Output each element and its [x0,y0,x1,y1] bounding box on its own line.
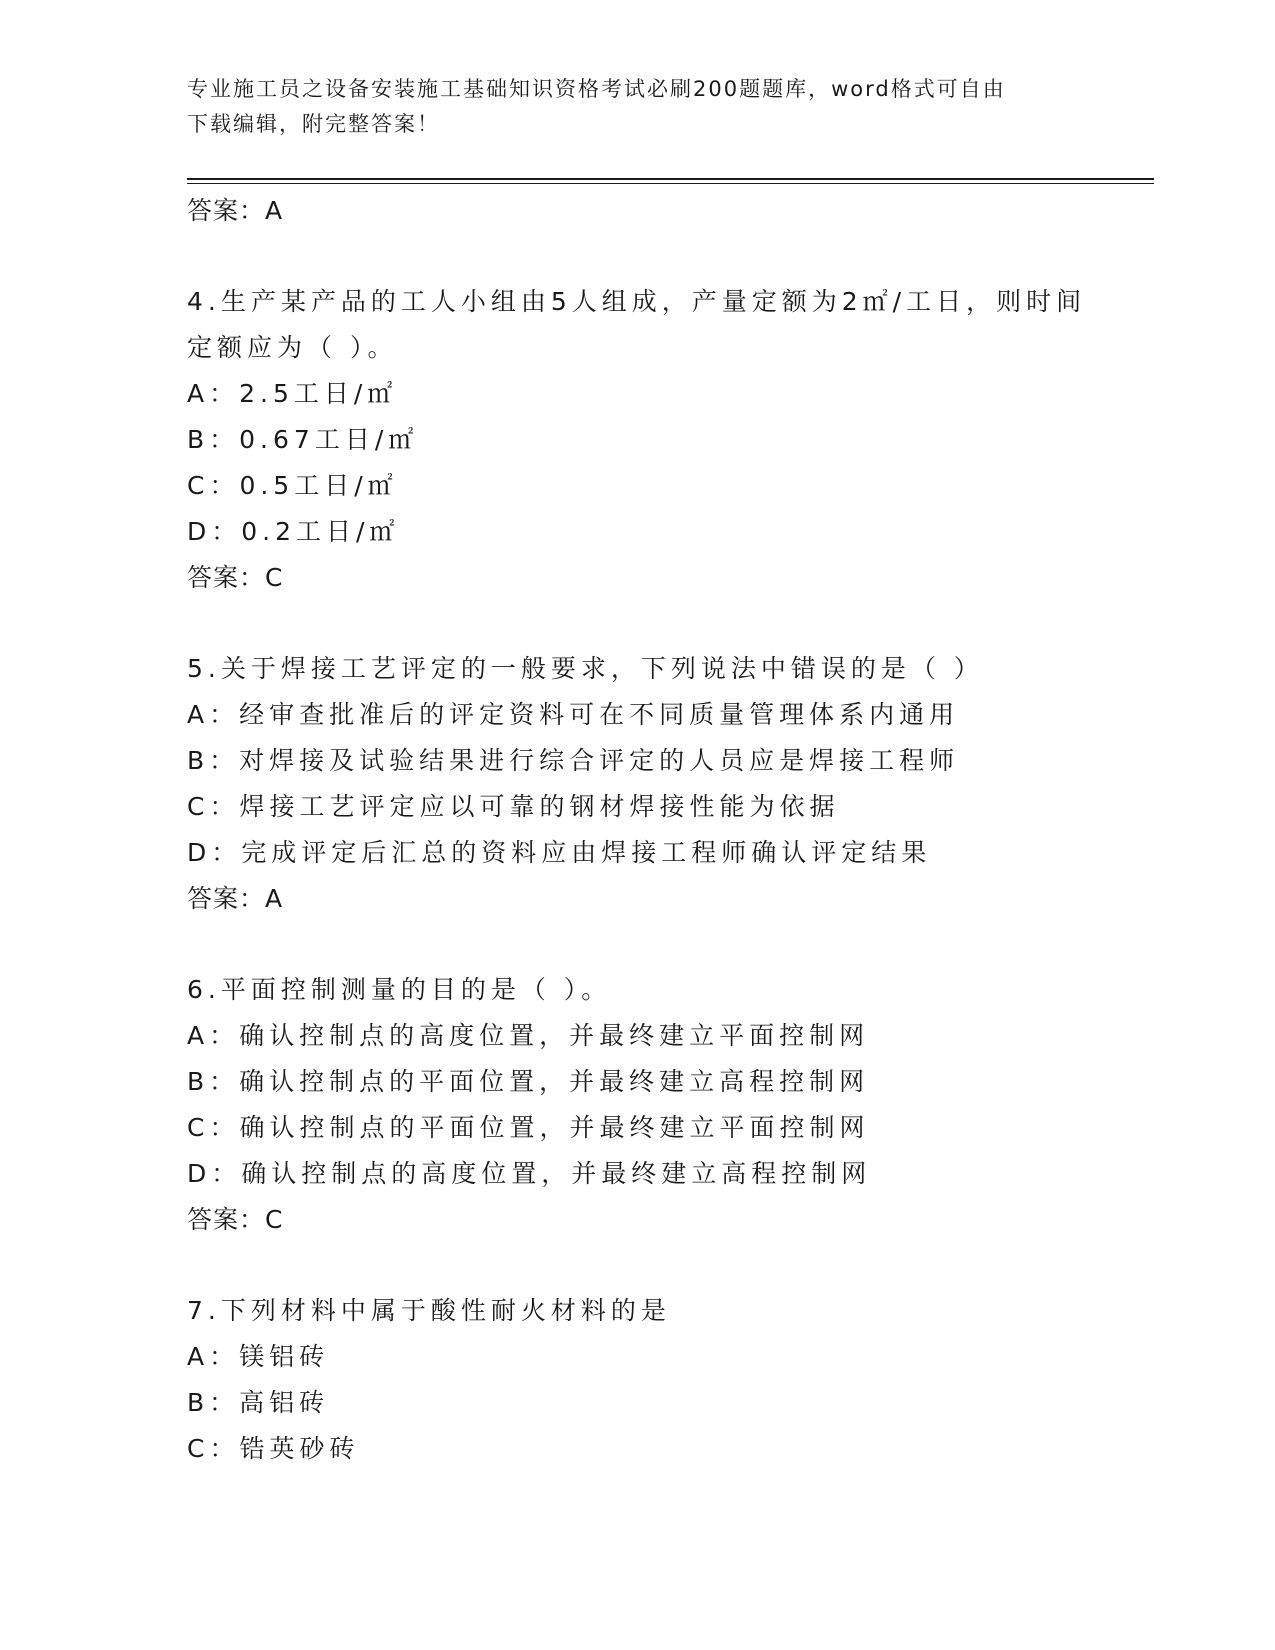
answer-value: C [265,1205,284,1234]
option-a: A：2.5工日/㎡ [187,379,398,408]
question-6 [187,967,1147,1243]
option-d: D：完成评定后汇总的资料应由焊接工程师确认评定结果 [187,838,932,867]
option-c: C：0.5工日/㎡ [187,471,398,500]
answer-label: 答案： [187,1205,266,1234]
answer-value: A [265,884,284,913]
option-c: C：焊接工艺评定应以可靠的钢材焊接性能为依据 [187,792,840,821]
answer-label: 答案： [187,884,266,913]
header-line-2: 下载编辑，附完整答案！ [187,112,440,136]
option-b: B：高铝砖 [187,1388,330,1417]
answer-label: 答案： [187,563,266,592]
option-a: A：经审查批准后的评定资料可在不同质量管理体系内通用 [187,700,960,729]
question-stem-line: 5.关于焊接工艺评定的一般要求，下列说法中错误的是（ ） [187,654,984,683]
header-rule-thin [187,183,1154,184]
option-a: A：确认控制点的高度位置，并最终建立平面控制网 [187,1021,870,1050]
answer-line [187,555,1147,601]
option-c: C：确认控制点的平面位置，并最终建立平面控制网 [187,1113,870,1142]
question-stem-line: 6.平面控制测量的目的是（ ）。 [187,975,612,1004]
question-stem-line: 定额应为（ ）。 [187,333,398,362]
option-d: D：确认控制点的高度位置，并最终建立高程控制网 [187,1159,872,1188]
option-b: B：对焊接及试验结果进行综合评定的人员应是焊接工程师 [187,746,960,775]
option-b: B：0.67工日/㎡ [187,425,419,454]
answer-line [187,1197,1147,1243]
question-5 [187,646,1147,922]
question-4 [187,279,1147,601]
option-c: C：锆英砂砖 [187,1434,360,1463]
answer-line [187,188,1147,234]
option-b: B：确认控制点的平面位置，并最终建立高程控制网 [187,1067,870,1096]
question-7 [187,1288,1147,1472]
option-a: A：镁铝砖 [187,1342,330,1371]
answer-value: A [265,196,284,225]
option-d: D：0.2工日/㎡ [187,517,400,546]
answer-line [187,876,1147,922]
header-rule-thick [187,178,1154,180]
question-stem-line: 7.下列材料中属于酸性耐火材料的是 [187,1296,671,1325]
header-line-1: 专业施工员之设备安装施工基础知识资格考试必刷200题题库，word格式可自由 [187,77,1006,101]
answer-value: C [265,563,284,592]
answer-label: 答案： [187,196,266,225]
question-list [187,188,1147,1472]
question-stem-line: 4.生产某产品的工人小组由5人组成，产量定额为2㎡/工日，则时间 [187,287,1087,316]
document-header [187,72,1067,142]
